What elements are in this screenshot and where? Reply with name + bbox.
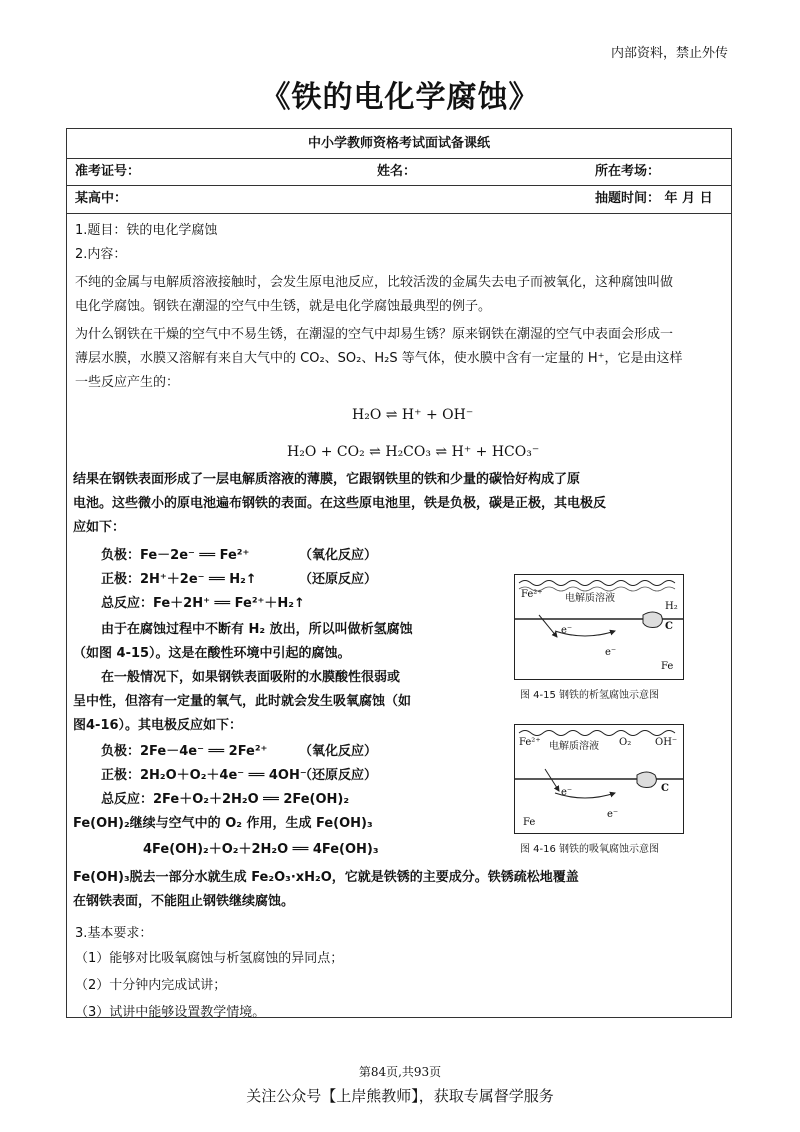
excerpt-line: 呈中性，但溶有一定量的氧气，此时就会发生吸氧腐蚀（如 (73, 694, 412, 709)
positive-electrode-h: 正极：2H⁺＋2e⁻ ══ H₂↑ (101, 572, 257, 587)
reaction-type: （氧化反应） (299, 744, 378, 759)
lesson-content (75, 219, 725, 395)
requirement-item: （2）十分钟内完成试讲； (75, 978, 227, 993)
requirements-label: 3.基本要求： (75, 926, 153, 941)
name-label: 姓名： (377, 164, 417, 179)
page-title: 《铁的电化学腐蚀》 (260, 80, 540, 115)
requirement-item: （1）能够对比吸氧腐蚀与析氢腐蚀的异同点； (75, 951, 344, 966)
excerpt-line: Fe(OH)₃脱去一部分水就生成 Fe₂O₃·xH₂O，它就是铁锈的主要成分。铁锈疏松地覆盖 (73, 870, 579, 885)
carbon-label: C (661, 783, 669, 794)
excerpt-line: 应如下： (73, 520, 126, 535)
equation-water: H₂O ⇌ H⁺ + OH⁻ (352, 407, 474, 423)
footer-note: 关注公众号【上岸熊教师】，获取专属督学服务 (246, 1087, 554, 1105)
excerpt-line: Fe(OH)₂继续与空气中的 O₂ 作用，生成 Fe(OH)₃ (73, 816, 373, 831)
excerpt-line: 结果在钢铁表面形成了一层电解质溶液的薄膜，它跟钢铁里的铁和少量的碳恰好构成了原 (73, 472, 581, 487)
solution-label: 电解质溶液 (565, 593, 615, 604)
hydroxide-label: OH⁻ (655, 737, 678, 748)
reaction-type: （氧化反应） (299, 548, 378, 563)
figure-oxygen-corrosion (514, 724, 684, 834)
excerpt-line: 在钢铁表面，不能阻止钢铁继续腐蚀。 (73, 894, 295, 909)
reaction-type: （还原反应） (299, 572, 378, 587)
requirement-item: （3）试讲中能够设置教学情境。 (75, 1005, 266, 1020)
metal-label: Fe (661, 661, 674, 672)
ion-label: Fe²⁺ (521, 589, 543, 600)
reaction-type: （还原反应） (299, 768, 378, 783)
figure-caption: 图 4-16 钢铁的吸氧腐蚀示意图 (520, 844, 660, 855)
venue-label: 所在考场： (595, 164, 661, 179)
solution-wave (519, 581, 675, 586)
page-number: 第84页,共93页 (358, 1065, 442, 1079)
form-row-candidate (67, 158, 731, 186)
draw-time-label: 抽题时间： 年 月 日 (595, 191, 713, 206)
paragraph-line: 不纯的金属与电解质溶液接触时，会发生原电池反应，比较活泼的金属失去电子而被氧化，这种腐蚀叫做 (75, 275, 674, 290)
topic-line: 1.题目：铁的电化学腐蚀 (75, 223, 218, 238)
ion-label: Fe²⁺ (519, 737, 541, 748)
total-reaction-o: 总反应：2Fe＋O₂＋2H₂O ══ 2Fe(OH)₂ (101, 792, 350, 807)
electron-label: e⁻ (561, 787, 573, 798)
corner-note: 内部资料，禁止外传 (610, 46, 728, 61)
excerpt-line: 图4-16）。其电极反应如下： (73, 718, 243, 733)
excerpt-line: 在一般情况下，如果钢铁表面吸附的水膜酸性很弱或 (101, 670, 401, 685)
excerpt-line: 电池。这些微小的原电池遍布钢铁的表面。在这些原电池里，铁是负极，碳是正极，其电极反 (73, 496, 607, 511)
figure-hydrogen-corrosion (514, 574, 684, 680)
form-row-school (67, 185, 731, 214)
metal-label: Fe (523, 817, 536, 828)
paragraph-line: 为什么钢铁在干燥的空气中不易生锈，在潮湿的空气中却易生锈？原来钢铁在潮湿的空气中表面会形成一 (75, 327, 674, 342)
paragraph-line: 薄层水膜，水膜又溶解有来自大气中的 CO₂、SO₂、H₂S 等气体，使水膜中含有一定量的 H⁺，它是由这样 (75, 351, 683, 366)
electron-label: e⁻ (605, 647, 617, 658)
figure-caption: 图 4-15 钢铁的析氢腐蚀示意图 (520, 690, 660, 701)
solution-wave (519, 731, 675, 736)
content-label: 2.内容： (75, 247, 127, 262)
equation-carbonic: H₂O + CO₂ ⇌ H₂CO₃ ⇌ H⁺ + HCO₃⁻ (287, 444, 540, 460)
total-reaction-h: 总反应：Fe＋2H⁺ ══ Fe²⁺＋H₂↑ (101, 596, 305, 611)
oxygen-label: O₂ (619, 737, 632, 748)
electron-label: e⁻ (561, 625, 573, 636)
excerpt-line: 由于在腐蚀过程中不断有 H₂ 放出，所以叫做析氢腐蚀 (101, 622, 413, 637)
solution-label: 电解质溶液 (549, 741, 599, 752)
electron-label: e⁻ (607, 809, 619, 820)
paragraph-line: 电化学腐蚀。钢铁在潮湿的空气中生锈，就是电化学腐蚀最典型的例子。 (75, 299, 492, 314)
carbon-particle (643, 612, 662, 628)
electron-arrow (545, 769, 559, 791)
form-heading: 中小学教师资格考试面试备课纸 (67, 129, 731, 159)
negative-electrode-o: 负极：2Fe－4e⁻ ══ 2Fe²⁺ (101, 744, 268, 759)
exam-id-label: 准考证号： (75, 164, 141, 179)
equation-rust: 4Fe(OH)₂＋O₂＋2H₂O ══ 4Fe(OH)₃ (143, 842, 379, 857)
carbon-particle (637, 772, 656, 788)
electron-arrow (539, 615, 557, 637)
excerpt-line: （如图 4-15）。这是在酸性环境中引起的腐蚀。 (73, 646, 351, 661)
gas-label: H₂ (665, 601, 678, 612)
school-label: 某高中： (75, 191, 128, 206)
positive-electrode-o: 正极：2H₂O＋O₂＋4e⁻ ══ 4OH⁻ (101, 768, 307, 783)
negative-electrode-h: 负极：Fe－2e⁻ ══ Fe²⁺ (101, 548, 250, 563)
paragraph-line: 一些反应产生的： (75, 375, 180, 390)
carbon-label: C (665, 621, 673, 632)
